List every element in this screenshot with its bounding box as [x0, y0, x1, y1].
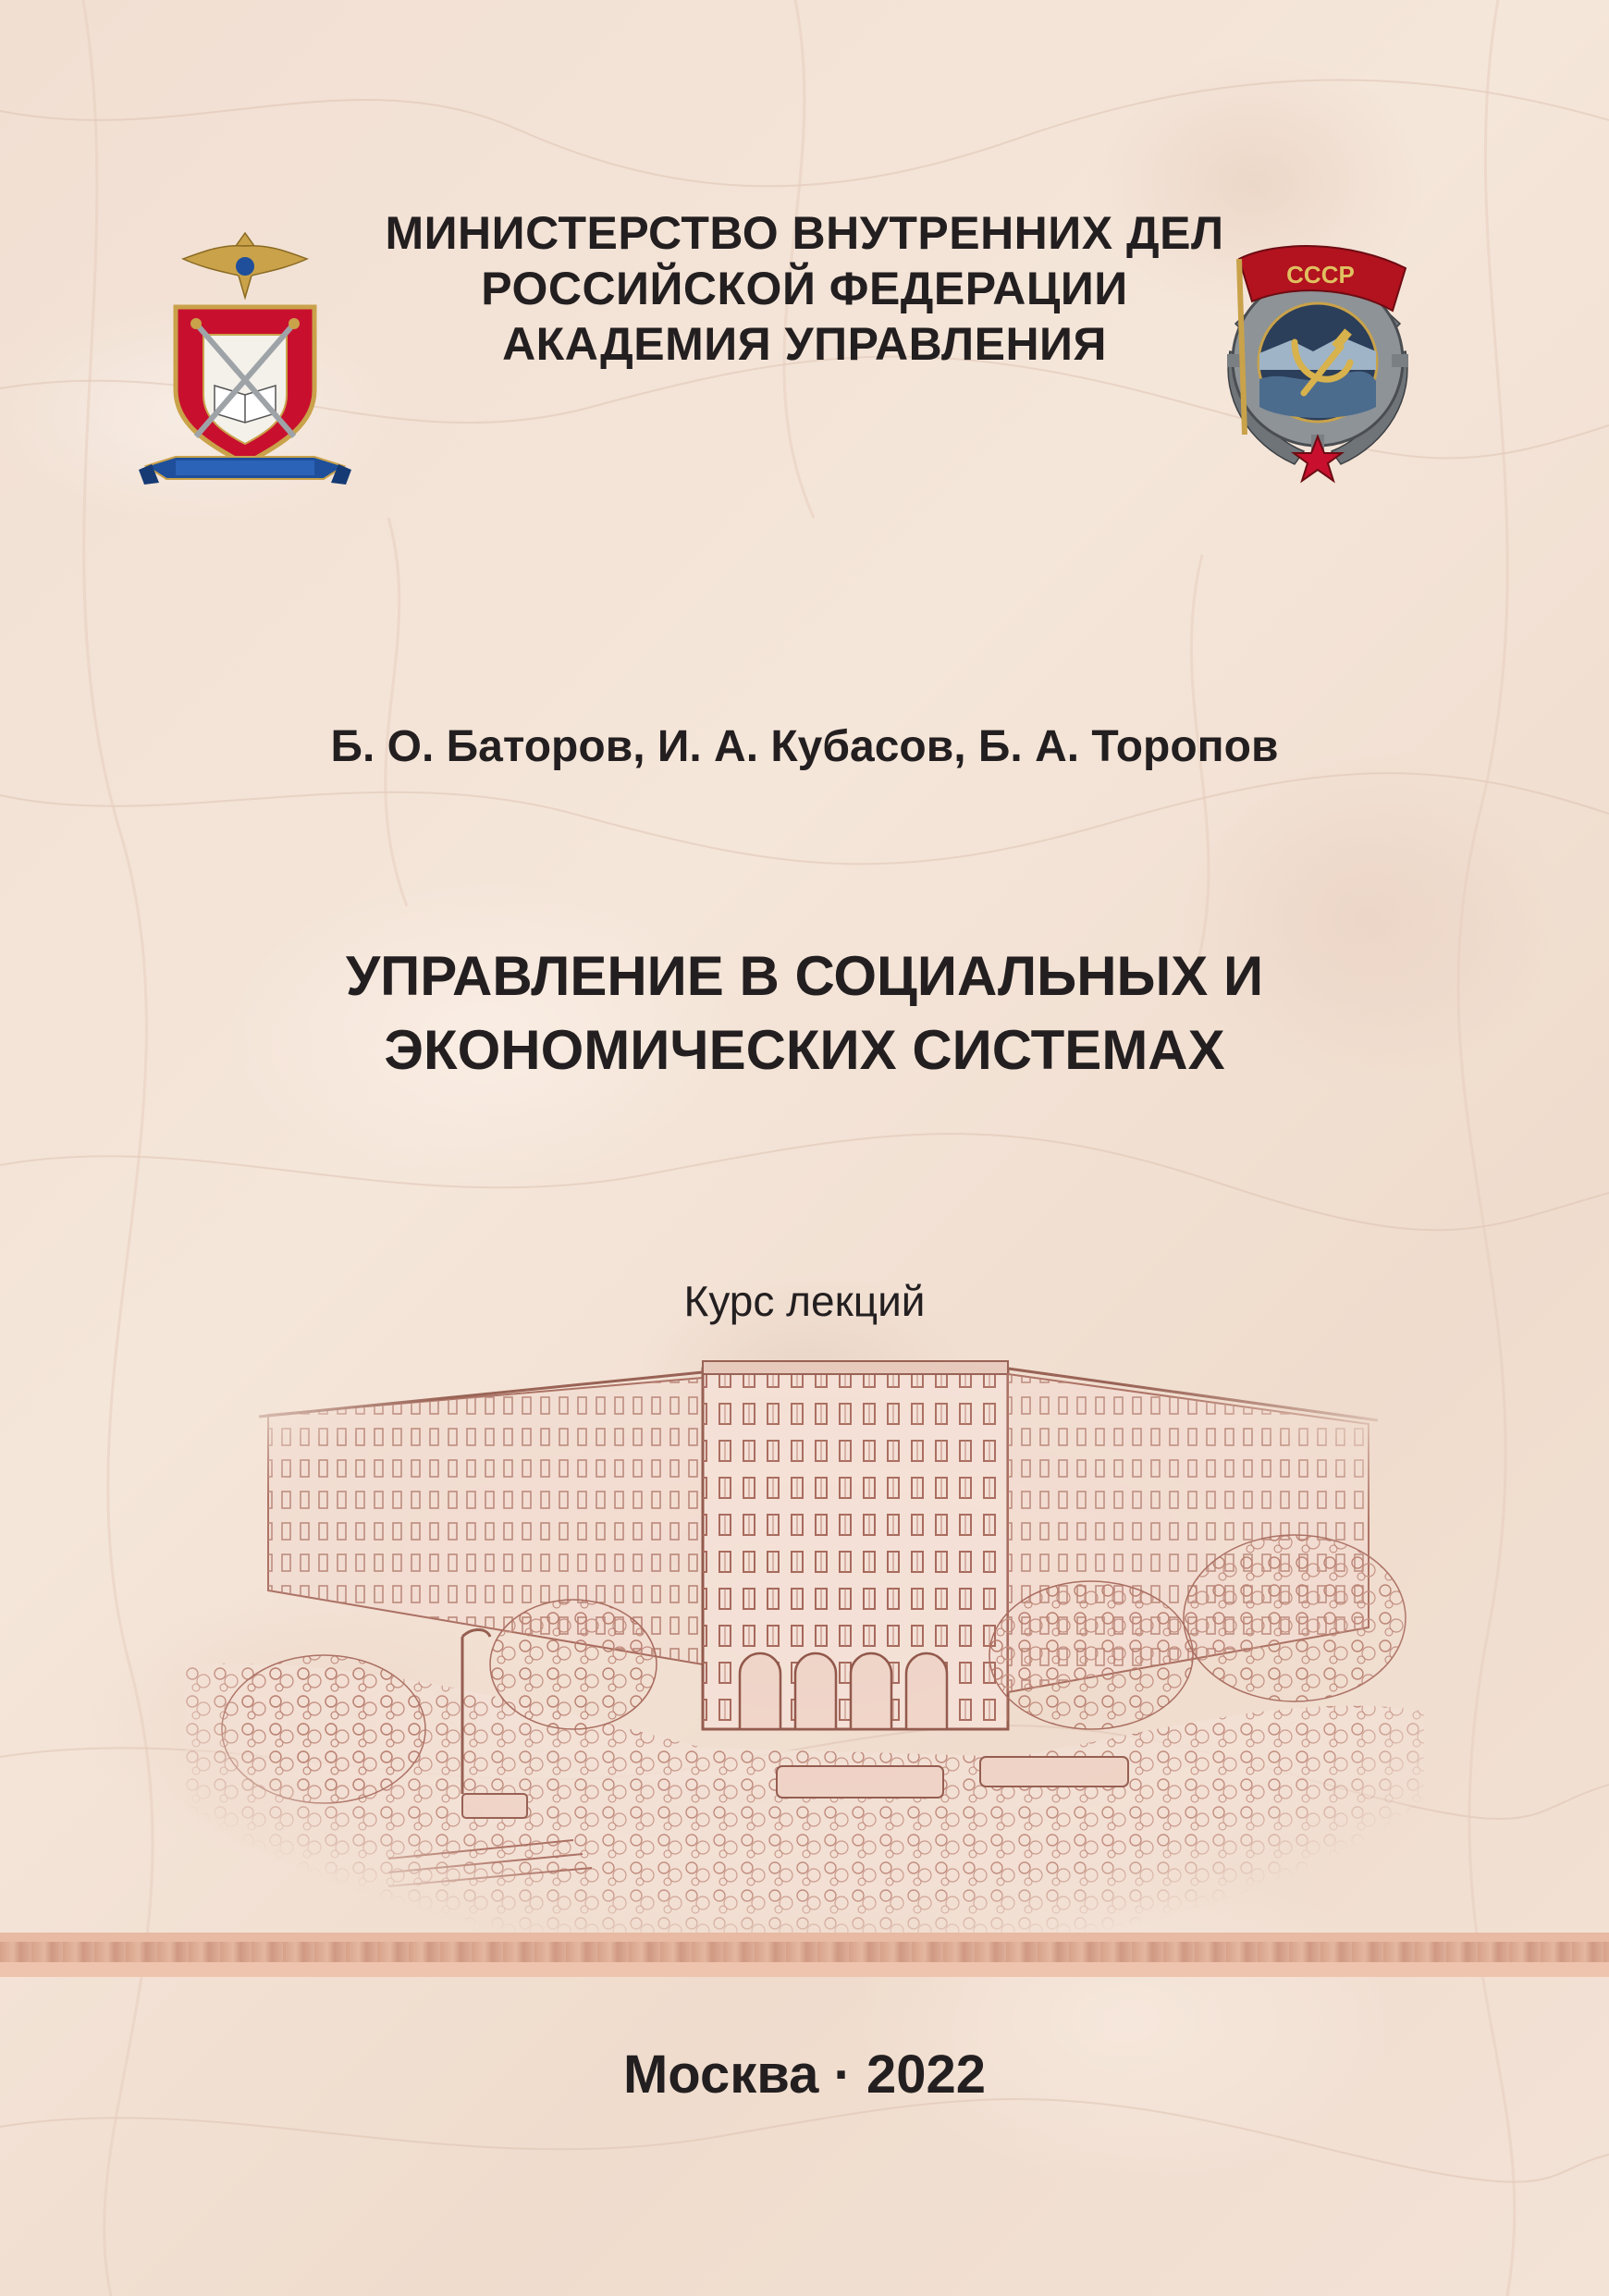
authors: Б. О. Баторов, И. А. Кубасов, Б. А. Торопов — [330, 722, 1279, 771]
svg-text:СССР: СССР — [1286, 261, 1355, 289]
ministry-header-line-1: МИНИСТЕРСТВО ВНУТРЕННИХ ДЕЛ — [385, 207, 1224, 259]
book-title-line-2: ЭКОНОМИЧЕСКИХ СИСТЕМАХ — [384, 1019, 1225, 1081]
ministry-header-line-3: АКАДЕМИЯ УПРАВЛЕНИЯ — [502, 318, 1107, 370]
publication-place-year — [0, 2044, 1609, 2106]
book-title-line-1: УПРАВЛЕНИЕ В СОЦИАЛЬНЫХ И — [345, 945, 1264, 1007]
academy-building-illustration — [185, 1359, 1424, 1933]
ministry-header-line-2: РОССИЙСКОЙ ФЕДЕРАЦИИ — [481, 263, 1128, 314]
publication-year: 2022 — [866, 2044, 987, 2105]
ministry-header — [277, 205, 1332, 372]
footer-separator: · — [833, 2044, 852, 2105]
publication-city: Москва — [622, 2044, 819, 2105]
decorative-band — [0, 1933, 1609, 1977]
book-subtitle: Курс лекций — [683, 1277, 926, 1325]
book-title — [0, 939, 1609, 1087]
